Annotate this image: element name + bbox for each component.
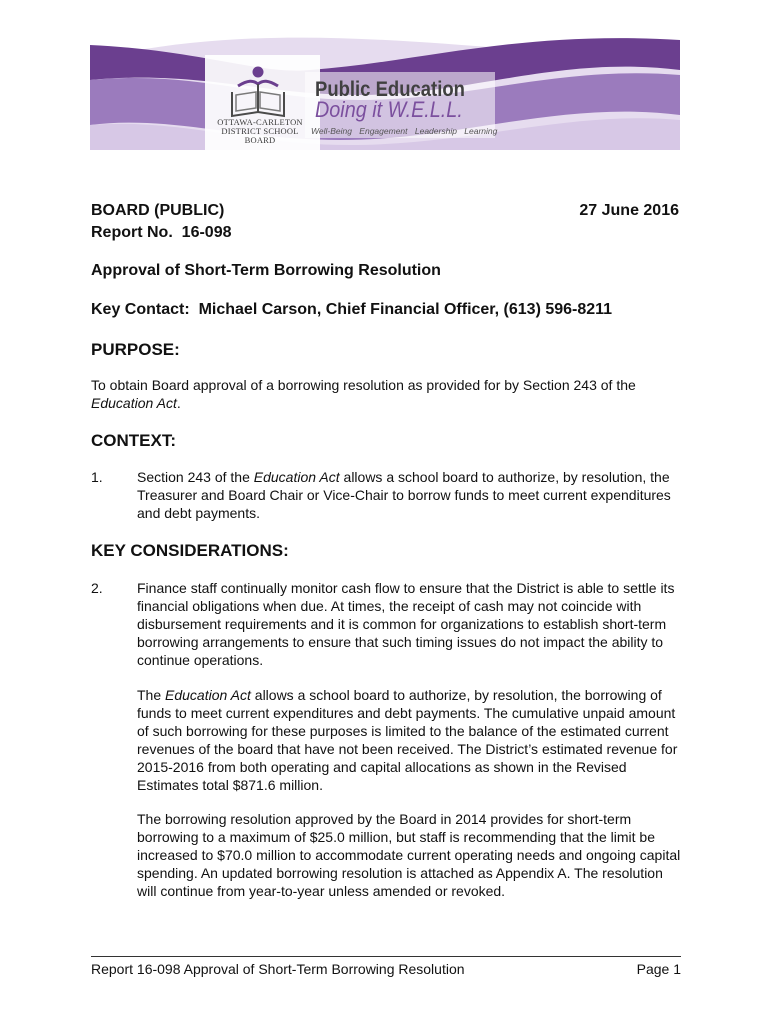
footer-rule: [91, 956, 681, 957]
context-text-after: allows a school board to authorize, by resolution, the Treasurer and Board Chair or Vice-Chair to borrow funds to meet current expenditures and debt payments.: [137, 469, 671, 521]
board-line: BOARD (PUBLIC): [91, 202, 225, 219]
context-heading: CONTEXT:: [91, 431, 176, 450]
purpose-text-italic: Education Act: [91, 395, 177, 411]
document-title: Approval of Short-Term Borrowing Resolution: [91, 262, 441, 279]
board-name-line1: OTTAWA-CARLETON: [217, 117, 303, 127]
key-considerations-paragraph-2: [137, 686, 682, 794]
kc-para2-before: The: [137, 687, 166, 703]
report-date: 27 June 2016: [579, 202, 679, 219]
tagline-values: Well-Being Engagement Leadership Learning: [311, 126, 498, 136]
board-name-line2: DISTRICT SCHOOL BOARD: [221, 126, 299, 145]
purpose-text-before: To obtain Board approval of a borrowing resolution as provided for by Section 243 of the: [91, 377, 636, 393]
kc-para2-italic: Education Act: [165, 687, 251, 703]
context-text-before: Section 243 of the: [137, 469, 254, 485]
key-considerations-paragraph-3: The borrowing resolution approved by the Board in 2014 provides for short-term borrowing to a maximum of $25.0 million, but staff is recommending that the limit be increased to $70.0 million to accommodate current operating needs and ongoing capital spending. An updated borrowing resolution is attached as Appendix A. The resolution will continue from year-to-year unless amended or revoked.: [137, 811, 681, 899]
context-text-italic: Education Act: [253, 469, 340, 485]
key-contact: Key Contact: Michael Carson, Chief Financial Officer, (613) 596-8211: [91, 301, 613, 318]
purpose-heading: PURPOSE:: [91, 340, 180, 359]
tagline-title: Public Education: [315, 78, 465, 101]
key-considerations-heading: KEY CONSIDERATIONS:: [91, 541, 289, 560]
kc-para2-after: allows a school board to authorize, by resolution, the borrowing of funds to meet current expenditures and debt payments. The cumulative unpaid amount of such borrowing for these purposes is limited to the balance of the estimated current revenues of the board that have not been received. The District’s estimated revenue for 2015-2016 from both operating and capital allocations as shown in the Revised Estimates total $871.6 million.: [137, 687, 678, 793]
purpose-text-after: .: [176, 395, 181, 411]
purpose-paragraph: [91, 376, 681, 412]
report-number: Report No. 16-098: [91, 224, 232, 241]
context-paragraph: [137, 468, 682, 522]
board-name-logo: [210, 118, 310, 145]
footer-text: Report 16-098 Approval of Short-Term Borrowing Resolution: [91, 961, 465, 977]
page-number: Page 1: [636, 961, 681, 977]
context-item-number: 1.: [91, 469, 103, 485]
tagline-subtitle: Doing it W.E.L.L.: [315, 97, 463, 122]
key-considerations-paragraph-1: Finance staff continually monitor cash flow to ensure that the District is able to settle its financial obligations when due. At times, the receipt of cash may not coincide with disbursement requirements and it is common for organizations to establish short-term borrowing arrangements to ensure that such timing issues do not impact the ability to continue operations.: [137, 580, 675, 668]
key-considerations-item-number: 2.: [91, 580, 103, 596]
